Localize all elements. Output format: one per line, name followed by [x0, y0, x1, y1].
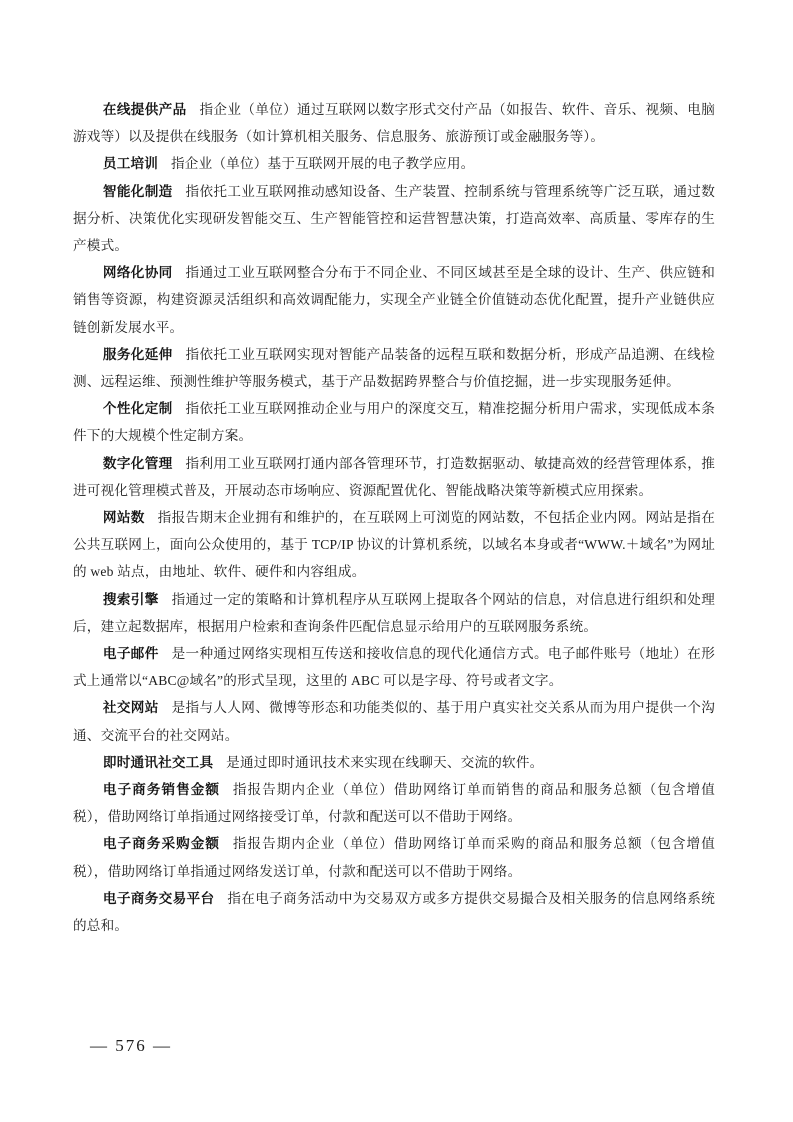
definition-text: 指报告期内企业（单位）借助网络订单而销售的商品和服务总额（包含增值税），借助网络订单指通过网络接受订单，付款和配送可以不借助于网络。	[73, 782, 715, 825]
definition-paragraph	[73, 178, 715, 260]
definition-paragraph	[73, 450, 715, 504]
term-label: 电子商务销售金额	[102, 782, 220, 798]
term-label: 电子邮件	[102, 646, 159, 662]
definition-text: 指依托工业互联网推动企业与用户的深度交互，精准挖掘分析用户需求，实现低成本条件下的大规模个性定制方案。	[73, 401, 716, 444]
term-label: 搜索引擎	[102, 591, 159, 607]
term-label: 社交网站	[102, 700, 159, 716]
definition-text: 指通过工业互联网整合分布于不同企业、不同区域甚至是全球的设计、生产、供应链和销售等资源，构建资源灵活组织和高效调配能力，实现全产业链全价值链动态优化配置，提升产业链供应链创新发展水平。	[73, 265, 716, 335]
definition-paragraph	[73, 96, 715, 150]
term-label: 数字化管理	[102, 455, 173, 471]
definition-text: 指报告期末企业拥有和维护的，在互联网上可浏览的网站数，不包括企业内网。网站是指在公共互联网上，面向公众使用的，基于 TCP/IP 协议的计算机系统，以域名本身或者“WWW.＋域名”为网址的 web 站点，由地址、软件、硬件和内容组成。	[73, 510, 716, 580]
definition-text: 是通过即时通讯技术来实现在线聊天、交流的软件。	[226, 754, 544, 770]
definition-paragraph	[73, 776, 715, 830]
term-label: 在线提供产品	[102, 102, 187, 117]
definition-text: 指依托工业互联网推动感知设备、生产装置、控制系统与管理系统等广泛互联，通过数据分析、决策优化实现研发智能交互、生产智能管控和运营智慧决策，打造高效率、高质量、零库存的生产模式。	[73, 183, 716, 254]
definitions-list	[73, 96, 715, 939]
definition-text: 指企业（单位）通过互联网以数字形式交付产品（如报告、软件、音乐、视频、电脑游戏等）以及提供在线服务（如计算机相关服务、信息服务、旅游预订或金融服务等）。	[73, 102, 716, 145]
definition-text: 是一种通过网络实现相互传送和接收信息的现代化通信方式。电子邮件账号（地址）在形式上通常以“ABC@域名”的形式呈现，这里的 ABC 可以是字母、符号或者文字。	[73, 646, 716, 689]
term-label: 网络化协同	[102, 265, 173, 281]
definition-text: 是指与人人网、微博等形态和功能类似的、基于用户真实社交关系从而为用户提供一个沟通、交流平台的社交网站。	[73, 700, 716, 743]
definition-text: 指企业（单位）基于互联网开展的电子教学应用。	[171, 156, 475, 172]
definition-paragraph	[73, 885, 715, 939]
definition-paragraph	[73, 694, 715, 748]
term-label: 电子商务采购金额	[102, 836, 220, 852]
definition-paragraph	[73, 586, 715, 640]
definition-paragraph	[73, 830, 715, 884]
definition-paragraph	[73, 749, 715, 776]
definition-paragraph	[73, 150, 715, 177]
definition-paragraph	[73, 395, 715, 449]
definition-text: 指通过一定的策略和计算机程序从互联网上提取各个网站的信息，对信息进行组织和处理后，建立起数据库，根据用户检索和查询条件匹配信息显示给用户的互联网服务系统。	[73, 591, 716, 634]
definition-text: 指报告期内企业（单位）借助网络订单而采购的商品和服务总额（包含增值税），借助网络订单指通过网络发送订单，付款和配送可以不借助于网络。	[73, 836, 715, 879]
term-label: 服务化延伸	[102, 346, 173, 362]
definition-paragraph	[73, 504, 715, 586]
definition-text: 指利用工业互联网打通内部各管理环节，打造数据驱动、敏捷高效的经营管理体系，推进可视化管理模式普及，开展动态市场响应、资源配置优化、智能战略决策等新模式应用探索。	[73, 455, 716, 498]
term-label: 电子商务交易平台	[102, 890, 215, 906]
term-label: 网站数	[102, 510, 145, 526]
definition-text: 指在电子商务活动中为交易双方或多方提供交易撮合及相关服务的信息网络系统的总和。	[73, 890, 716, 934]
definition-paragraph	[73, 341, 715, 395]
term-label: 个性化定制	[102, 401, 173, 417]
definition-paragraph	[73, 640, 715, 694]
term-label: 即时通讯社交工具	[102, 754, 214, 770]
term-label: 员工培训	[102, 156, 159, 172]
page-number: — 576 —	[90, 1036, 172, 1055]
definition-paragraph	[73, 259, 715, 341]
definition-text: 指依托工业互联网实现对智能产品装备的远程互联和数据分析，形成产品追溯、在线检测、远程运维、预测性维护等服务模式，基于产品数据跨界整合与价值挖掘，进一步实现服务延伸。	[73, 346, 716, 390]
term-label: 智能化制造	[102, 183, 173, 199]
